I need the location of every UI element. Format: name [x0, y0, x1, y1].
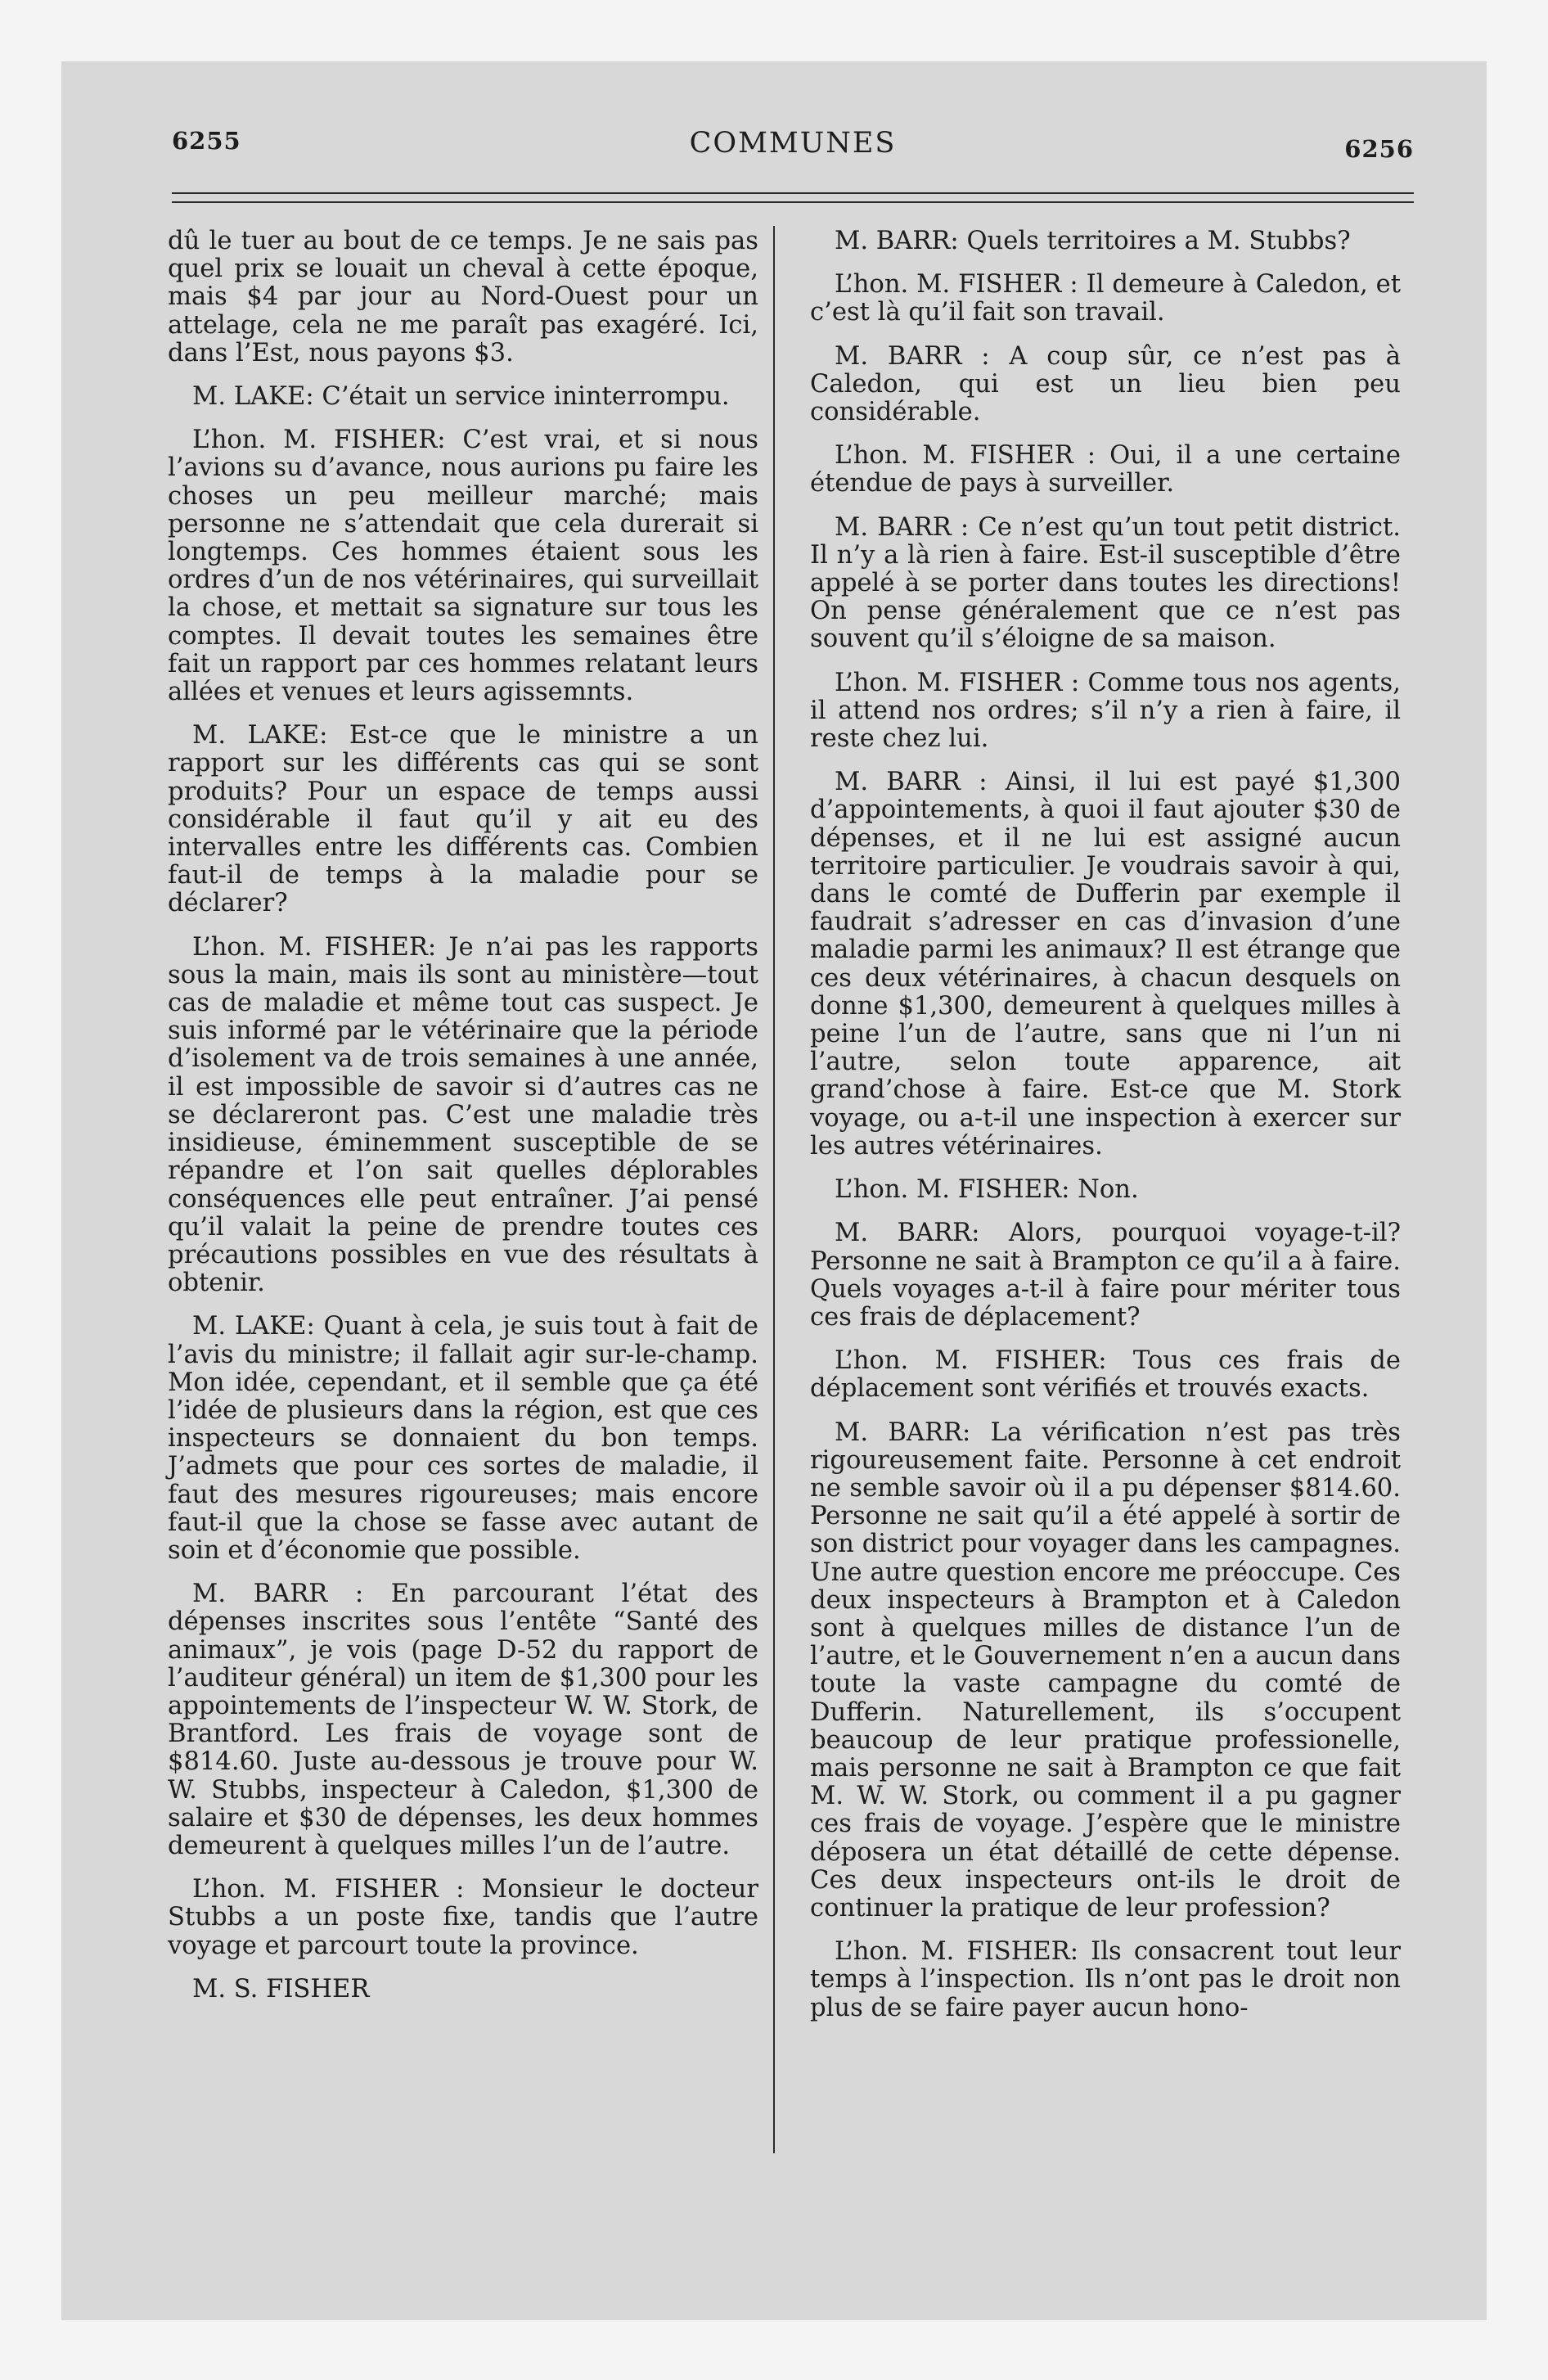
paragraph: L’hon. M. FISHER : Oui, il a une certaine étendue de pays à surveiller. [810, 441, 1401, 498]
paragraph: L’hon. M. FISHER : Il demeure à Caledon, et c’est là qu’il fait son travail. [810, 270, 1401, 327]
column-divider [773, 226, 775, 2153]
paragraph: M. BARR : Ainsi, il lui est payé $1,300 d’appointements, à quoi il faut ajouter $30 de dépenses, et il ne lui est assigné aucun territoire particulier. Je voudrais savoir à qui, dans le comté de Dufferin par exemple il faudrait s’adresser en cas d’invasion d’une maladie parmi les animaux? Il est étrange que ces deux vétérinaires, à chacun desquels on donne $1,300, demeurent à quelques milles à peine l’un de l’autre, sans que ni l’un ni l’autre, selon toute apparence, ait grand’chose à faire. Est-ce que M. Stork voyage, ou a-t-il une inspection à exercer sur les autres vétérinaires. [810, 768, 1401, 1161]
paragraph: L’hon. M. FISHER: Ils consacrent tout leur temps à l’inspection. Ils n’ont pas le droit non plus de se faire payer aucun hono- [810, 1937, 1401, 2022]
page-header [172, 127, 1414, 176]
paragraph: M. BARR: Quels territoires a M. Stubbs? [835, 227, 1351, 255]
paragraph: L’hon. M. FISHER: Je n’ai pas les rapports sous la main, mais ils sont au ministère—tout cas de maladie et même tout cas suspect. Je suis informé par le vétérinaire que la période d’isolement va de trois semaines à une année, il est impossible de savoir si d’autres cas ne se déclareront pas. C’est une maladie très insidieuse, éminemment susceptible de se répandre et l’on sait quelles déplorables conséquences elle peut entraîner. J’ai pensé qu’il valait la peine de prendre toutes ces précautions possibles en vue des résultats à obtenir. [168, 932, 758, 1298]
header-rule-top [172, 192, 1414, 194]
header-rule-bottom [172, 201, 1414, 203]
paragraph: L’hon. M. FISHER: C’est vrai, et si nous l’avions su d’avance, nous aurions pu faire les choses un peu meilleur marché; mais personne ne s’attendait que cela durerait si longtemps. Ces hommes étaient sous les ordres d’un de nos vétérinaires, qui surveillait la chose, et mettait sa signature sur tous les comptes. Il devait toutes les semaines être fait un rapport par ces hommes relatant leurs allées et venues et leurs agissemnts. [168, 426, 758, 707]
paragraph: M. S. FISHER [192, 1974, 370, 2004]
paragraph: M. BARR : Ce n’est qu’un tout petit district. Il n’y a là rien à faire. Est-il susceptible d’être appelé à se porter dans toutes les directions! On pense généralement que ce n’est pas souvent qu’il s’éloigne de sa maison. [810, 512, 1401, 654]
paragraph: M. LAKE: Est-ce que le ministre a un rapport sur les différents cas qui se sont produits? Pour un espace de temps aussi considérable il faut qu’il y ait eu des intervalles entre les différents cas. Combien faut-il de temps à la maladie pour se déclarer? [168, 721, 758, 918]
paragraph: L’hon. M. FISHER: Non. [835, 1175, 1139, 1205]
paragraph: dû le tuer au bout de ce temps. Je ne sais pas quel prix se louait un cheval à cette époque, mais $4 par jour au Nord-Ouest pour un attelage, cela ne me paraît pas exagéré. Ici, dans l’Est, nous payons $3. [168, 227, 758, 367]
page-number-left: 6255 [172, 127, 241, 155]
left-column [168, 228, 758, 2019]
paragraph: M. LAKE: Quant à cela, je suis tout à fait de l’avis du ministre; il fallait agir sur-le-champ. Mon idée, cependant, et il semble que ça été l’idée de plusieurs dans la région, est que ces inspecteurs se donnaient du bon temps. J’admets que pour ces sortes de maladie, il faut des mesures rigoureuses; mais encore faut-il que la chose se fasse avec autant de soin et d’économie que possible. [168, 1312, 758, 1565]
paragraph: L’hon. M. FISHER : Monsieur le docteur Stubbs a un poste fixe, tandis que l’autre voyage et parcourt toute la province. [168, 1875, 758, 1960]
page-number-right: 6256 [1344, 135, 1414, 163]
paragraph: L’hon. M. FISHER : Comme tous nos agents, il attend nos ordres; s’il n’y a rien à faire, il reste chez lui. [810, 668, 1401, 754]
paragraph: L’hon. M. FISHER: Tous ces frais de déplacement sont vérifiés et trouvés exacts. [810, 1346, 1401, 1404]
running-title: COMMUNES [689, 127, 897, 160]
paragraph: M. BARR : En parcourant l’état des dépenses inscrites sous l’entête “Santé des animaux”, je vois (page D-52 du rapport de l’auditeur général) un item de $1,300 pour les appointements de l’inspecteur W. W. Stork, de Brantford. Les frais de voyage sont de $814.60. Juste au-dessous je trouve pour W. W. Stubbs, inspecteur à Caledon, $1,300 de salaire et $30 de dépenses, les deux hommes demeurent à quelques milles l’un de l’autre. [168, 1580, 758, 1860]
paragraph: M. LAKE: C’était un service ininterrompu. [192, 382, 730, 412]
right-column [810, 228, 1401, 2038]
paragraph: M. BARR: Alors, pourquoi voyage-t-il? Personne ne sait à Brampton ce qu’il a à faire. Quels voyages a-t-il à faire pour mériter tous ces frais de déplacement? [810, 1219, 1401, 1332]
paragraph: M. BARR: La vérification n’est pas très rigoureusement faite. Personne à cet endroit ne semble savoir où il a pu dépenser $814.60. Personne ne sait qu’il a été appelé à sortir de son district pour voyager dans les campagnes. Une autre question encore me préoccupe. Ces deux inspecteurs à Brampton et à Caledon sont à quelques milles de distance l’un de l’autre, et le Gouvernement n’en a aucun dans toute la vaste campagne du comté de Dufferin. Naturellement, ils s’occupent beaucoup de leur pratique professionelle, mais personne ne sait à Brampton ce que fait M. W. W. Stork, ou comment il a pu gagner ces frais de voyage. J’espère que le ministre déposera un état détaillé de cette dépense. Ces deux inspecteurs ont-ils le droit de continuer la pratique de leur profession? [810, 1418, 1401, 1922]
paragraph: M. BARR : A coup sûr, ce n’est pas à Caledon, qui est un lieu bien peu considérable. [810, 341, 1401, 427]
